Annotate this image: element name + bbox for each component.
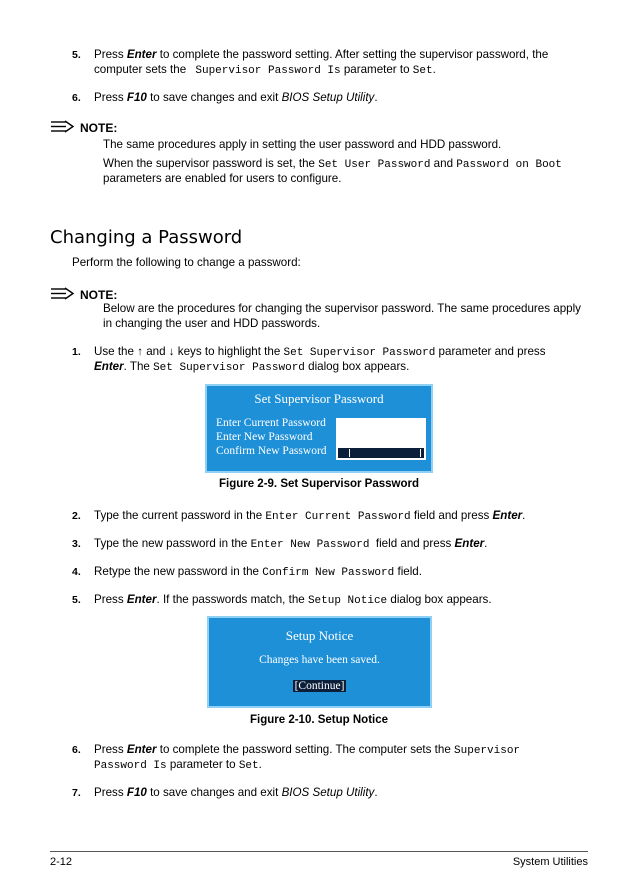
step-text-line: Enter. The Set Supervisor Password dialog box appears. (94, 360, 410, 374)
step-number: 7. (72, 787, 81, 799)
figure-caption: Figure 2-10. Setup Notice (249, 714, 389, 726)
note-label: NOTE: (80, 288, 118, 302)
step-number: 3. (72, 538, 81, 550)
step-text-line: Press Enter to complete the password setting. The computer sets the Supervisor (94, 743, 521, 757)
section-heading: Changing a Password (50, 227, 243, 248)
step-text-line: Press Enter to complete the password setting. After setting the supervisor password, the (94, 48, 549, 61)
setup-notice-dialog (207, 616, 432, 708)
note-text-line: parameters are enabled for users to configure. (103, 172, 342, 185)
set-supervisor-password-dialog (205, 384, 433, 473)
note-icon (50, 287, 76, 301)
step-number: 1. (72, 346, 81, 358)
text-cursor (349, 449, 350, 457)
note-text-line: The same procedures apply in setting the user password and HDD password. (103, 138, 502, 151)
figure-caption: Figure 2-9. Set Supervisor Password (218, 478, 420, 490)
step-text-line: Type the new password in the Enter New Password field and press Enter. (94, 537, 488, 551)
step-text-line: Press F10 to save changes and exit BIOS Setup Utility. (94, 91, 378, 104)
footer-section-title: System Utilities (512, 856, 588, 868)
step-text-line: Press F10 to save changes and exit BIOS Setup Utility. (94, 786, 378, 799)
confirm-password-field[interactable] (336, 446, 426, 460)
continue-button-wrap (209, 679, 430, 692)
step-number: 6. (72, 744, 81, 756)
note-text-line: When the supervisor password is set, the Set User Password and Password on Boot (103, 157, 562, 171)
step-text-line: Use the ↑ and ↓ keys to highlight the Set Supervisor Password parameter and press (94, 345, 546, 359)
field-label: Enter Current Password (216, 417, 326, 429)
section-intro: Perform the following to change a password: (72, 256, 301, 269)
step-number: 5. (72, 594, 81, 606)
field-label: Enter New Password (216, 431, 313, 443)
step-number: 2. (72, 510, 81, 522)
down-arrow-icon: ↓ (168, 345, 175, 358)
step-number: 6. (72, 92, 81, 104)
step-text-line: Press Enter. If the passwords match, the Setup Notice dialog box appears. (94, 593, 492, 607)
highlighted-field-bar (338, 448, 424, 458)
continue-button[interactable]: [Continue] (294, 680, 345, 692)
step-number: 5. (72, 49, 81, 61)
note-text-line: in changing the user and HDD passwords. (103, 317, 321, 330)
current-password-field[interactable] (336, 418, 426, 432)
field-label: Confirm New Password (216, 445, 327, 457)
note-label: NOTE: (80, 121, 118, 135)
new-password-field[interactable] (336, 432, 426, 446)
up-arrow-icon: ↑ (137, 345, 143, 358)
step-number: 4. (72, 566, 81, 578)
step-text-line: Type the current password in the Enter Current Password field and press Enter. (94, 509, 526, 523)
page-number: 2-12 (50, 856, 73, 868)
dialog-title: Setup Notice (285, 628, 354, 643)
footer-divider (50, 851, 588, 852)
dialog-title: Set Supervisor Password (254, 391, 384, 406)
note-icon (50, 120, 76, 134)
step-text-line: computer sets the Supervisor Password Is parameter to Set. (94, 63, 436, 77)
field-end-marker (420, 449, 421, 457)
note-text-line: Below are the procedures for changing the supervisor password. The same procedures apply (103, 302, 581, 315)
step-text-line: Password Is parameter to Set. (94, 758, 262, 772)
step-text-line: Retype the new password in the Confirm New Password field. (94, 565, 422, 579)
dialog-message: Changes have been saved. (259, 654, 380, 666)
